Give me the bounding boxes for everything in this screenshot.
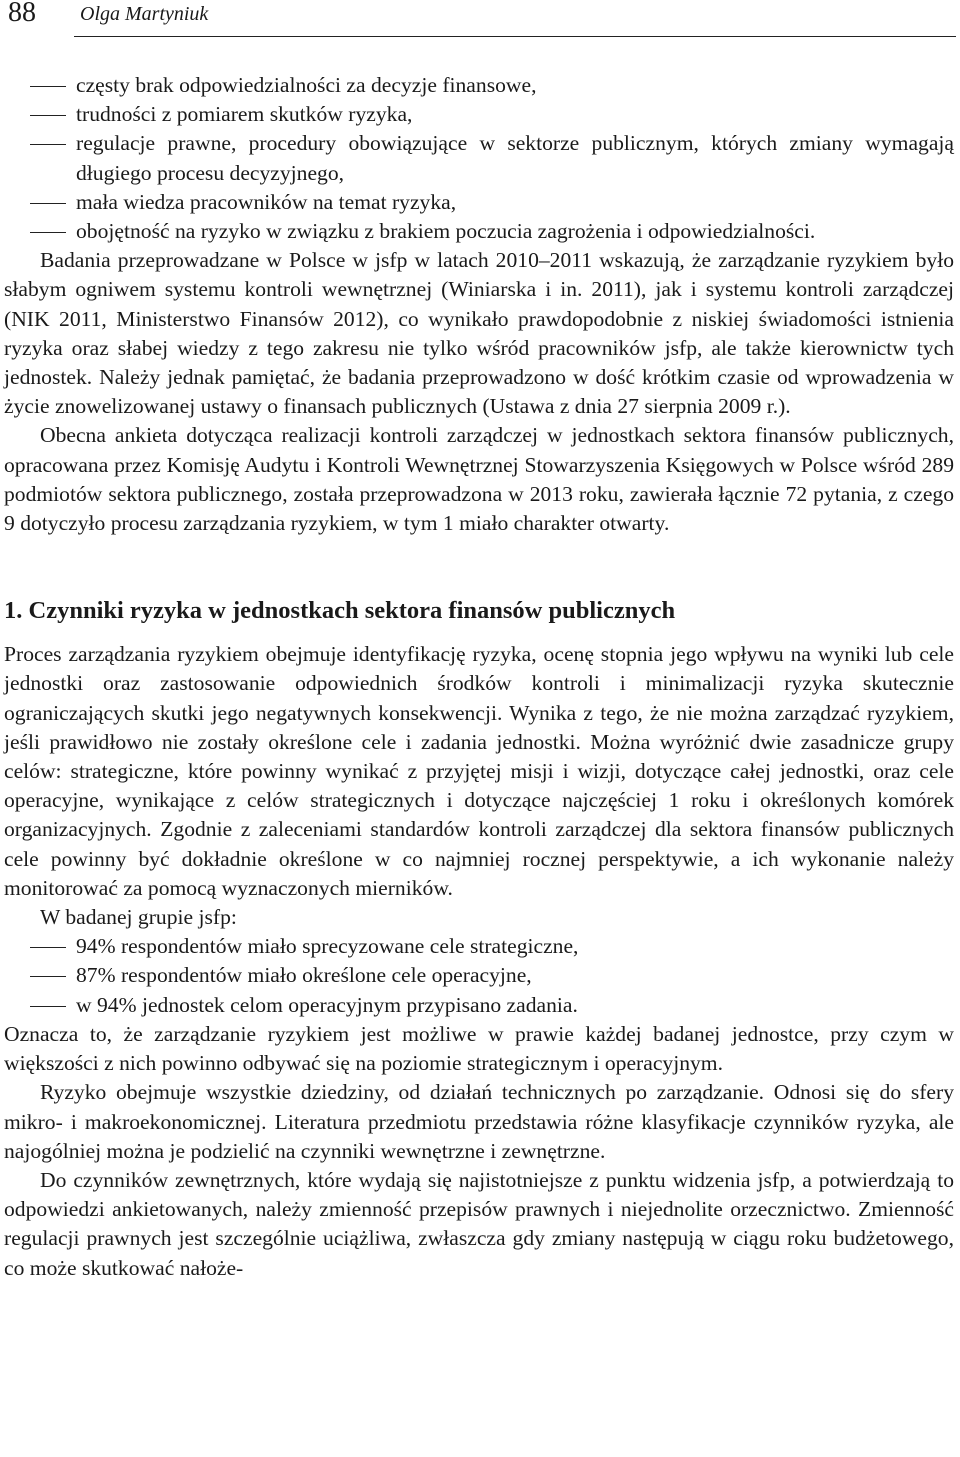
- list-item: [4, 129, 954, 187]
- section-heading: 1. Czynniki ryzyka w jednostkach sektora finansów publicznych: [4, 597, 676, 625]
- list-item: [4, 71, 954, 100]
- paragraph-research-findings: Badania przeprowadzane w Polsce w jsfp w latach 2010–2011 wskazują, że zarządzanie ryzykiem było słabym ogniwem systemu kontroli wewnętrznej (Winiarska i in. 2011), jak i systemu kontroli zarządczej (NIK 2011, Ministerstwo Finansów 2012), co wynikało prawdopodobnie z niskiej świadomości istnienia ryzyka oraz słabej wiedzy z tego zakresu nie tylko wśród pracowników jsfp, ale także kierownictw tych jednostek. Należy jednak pamiętać, że badania przeprowadzono w dość krótkim czasie od wprowadzenia w życie znowelizowanej ustawy o finansach publicznych (Ustawa z dnia 27 sierpnia 2009 r.).: [4, 248, 954, 419]
- list-item-text: mała wiedza pracowników na temat ryzyka,: [76, 189, 457, 214]
- list-item: [4, 100, 954, 129]
- header-rule: [74, 36, 956, 37]
- list-item-text: 87% respondentów miało określone cele operacyjne,: [76, 963, 532, 988]
- list-item: [4, 932, 954, 961]
- list-item: [4, 217, 954, 246]
- survey-results-list: [4, 932, 954, 1020]
- paragraph-survey-description: Obecna ankieta dotycząca realizacji kontroli zarządczej w jednostkach sektora finansów publicznych, opracowana przez Komisję Audytu i Kontroli Wewnętrznej Stowarzyszenia Księgowych w Polsce wśród 289 podmiotów sektora publicznego, została przeprowadzona w 2013 roku, zawierała łącznie 72 pytania, z czego 9 dotyczyło procesu zarządzania ryzykiem, w tym 1 miało charakter otwarty.: [4, 423, 954, 536]
- page-number: 88: [8, 0, 36, 28]
- paragraph-external-factors: Do czynników zewnętrznych, które wydają się najistotniejsze z punktu widzenia jsfp, a potwierdzają to odpowiedzi ankietowanych, należy zmienność przepisów prawnych i niejednolite orzecznictwo. Zmienność regulacji prawnych jest szczególnie uciążliwa, zwłaszcza gdy zmiany następują w ciągu roku budżetowego, co może skutkować nałoże-: [4, 1167, 954, 1280]
- list-item-text: 94% respondentów miało sprecyzowane cele strategiczne,: [76, 934, 579, 959]
- list-item-text: trudności z pomiarem skutków ryzyka,: [76, 102, 413, 127]
- running-header: [0, 0, 960, 40]
- list-item-text: regulacje prawne, procedury obowiązujące w sektorze publicznym, których zmiany wymagają długiego procesu decyzyjnego,: [76, 131, 954, 185]
- risk-barriers-list: [4, 71, 954, 246]
- list-item-text: częsty brak odpowiedzialności za decyzje finansowe,: [76, 73, 537, 97]
- list-item: [4, 188, 954, 217]
- list-item-text: obojętność na ryzyko w związku z brakiem poczucia zagrożenia i odpowiedzialności.: [76, 219, 816, 244]
- paragraph-group-lead: W badanej grupie jsfp:: [40, 905, 237, 930]
- list-item: [4, 961, 954, 990]
- page-body: [4, 71, 954, 1283]
- paragraph-risk-management-process: Proces zarządzania ryzykiem obejmuje identyfikację ryzyka, ocenę stopnia jego wpływu na wyniki lub cele jednostki oraz zastosowanie odpowiednich środków kontroli i minimalizacji ryzyka skutecznie ograniczających skutki jego negatywnych konsekwencji. Wynika z tego, że nie można zarządzać ryzykiem, jeśli prawidłowo nie zostały określone cele i zadania jednostki. Można wyróżnić dwie zasadnicze grupy celów: strategiczne, które powinny wynikać z przyjętej misji i wizji, dotyczące całej jednostki, oraz cele operacyjne, wynikające z celów strategicznych i dotyczące najczęściej 1 roku i określonych komórek organizacyjnych. Zgodnie z zaleceniami standardów kontroli zarządczej dla sektora finansów publicznych cele powinny być dokładnie określone w co najmniej rocznej perspektywie, a ich wykonanie należy monitorować za pomocą wyznaczonych mierników.: [4, 642, 954, 900]
- paragraph-conclusion: Oznacza to, że zarządzanie ryzykiem jest możliwe w prawie każdej badanej jednostce, przy czym w większości z nich powinno odbywać się na poziomie strategicznym i operacyjnym.: [4, 1021, 954, 1076]
- paragraph-risk-scope: Ryzyko obejmuje wszystkie dziedziny, od działań technicznych po zarządzanie. Odnosi się do sfery mikro- i makroekonomicznej. Literatura przedmiotu przedstawia różne klasyfikacje czynników ryzyka, ale najogólniej można je podzielić na czynniki wewnętrzne i zewnętrzne.: [4, 1080, 954, 1163]
- list-item-text: w 94% jednostek celom operacyjnym przypisano zadania.: [76, 992, 578, 1017]
- list-item: [4, 991, 954, 1020]
- running-head-author: Olga Martyniuk: [80, 3, 209, 25]
